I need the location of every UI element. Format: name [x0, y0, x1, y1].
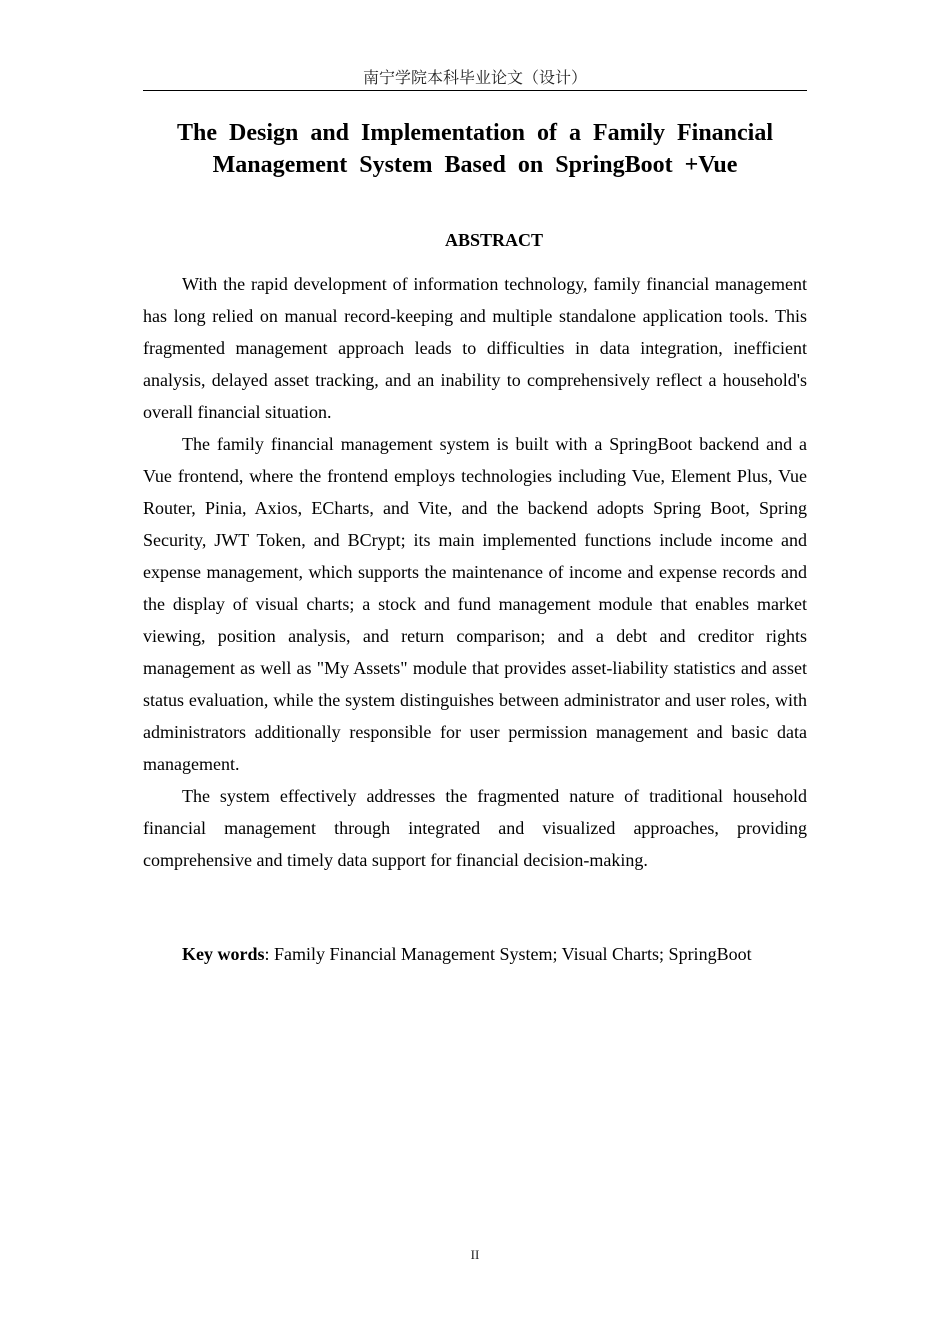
- keywords-label: Key words: [182, 944, 265, 964]
- paper-title: The Design and Implementation of a Family Financial Management System Based on SpringBoot +Vue: [176, 120, 774, 178]
- keywords-separator: :: [264, 944, 270, 964]
- abstract-paragraph: The system effectively addresses the fragmented nature of traditional household financial management through integrated and visualized approaches, providing comprehensive and timely data support for financial decision-making.: [143, 786, 807, 870]
- keywords-text: Family Financial Management System; Visual Charts; SpringBoot: [269, 944, 752, 964]
- keywords-line: [143, 938, 807, 970]
- abstract-paragraph: With the rapid development of information technology, family financial management has long relied on manual record-keeping and multiple standalone application tools. This fragmented management approach leads to difficulties in data integration, inefficient analysis, delayed asset tracking, and an inability to comprehensively reflect a household's overall financial situation.: [143, 274, 807, 422]
- abstract-body: [143, 268, 807, 876]
- abstract-paragraph: The family financial management system is built with a SpringBoot backend and a Vue frontend, where the frontend employs technologies including Vue, Element Plus, Vue Router, Pinia, Axios, ECharts, and Vite, and the backend adopts Spring Boot, Spring Security, JWT Token, and BCrypt; its main implemented functions include income and expense management, which supports the maintenance of income and expense records and the display of visual charts; a stock and fund management module that enables market viewing, position analysis, and return comparison; and a debt and creditor rights management as well as "My Assets" module that provides asset-liability statistics and asset status evaluation, while the system distinguishes between administrator and user roles, with administrators additionally responsible for user permission management and basic data management.: [143, 434, 807, 774]
- running-header: 南宁学院本科毕业论文（设计）: [143, 66, 807, 91]
- abstract-heading: ABSTRACT: [444, 230, 544, 250]
- page-number: II: [470, 1247, 480, 1262]
